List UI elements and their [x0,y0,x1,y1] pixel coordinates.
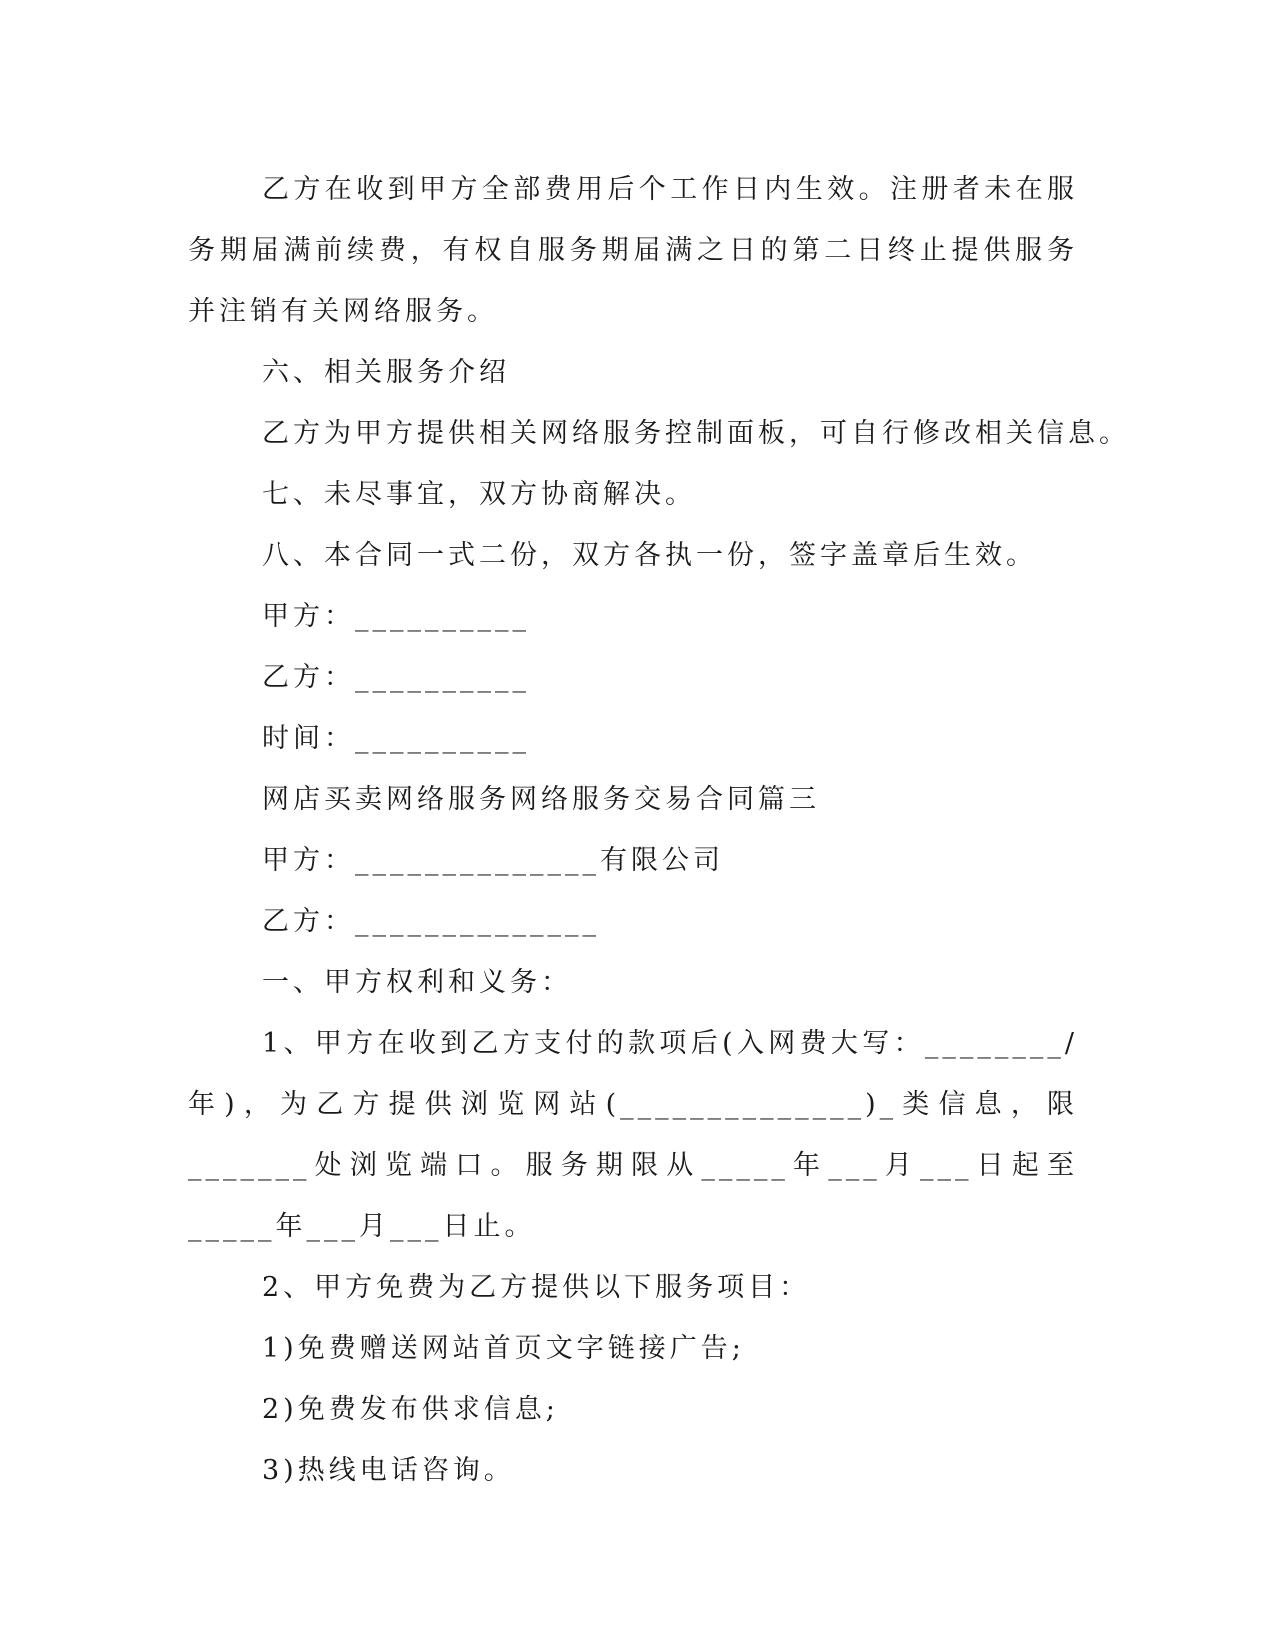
paragraph-control-panel: 乙方为甲方提供相关网络服务控制面板，可自行修改相关信息。 [262,418,1130,449]
list-item-free-supply-demand-info: 2)免费发布供求信息; [262,1394,559,1425]
clause-2-free-services: 2、甲方免费为乙方提供以下服务项目： [262,1272,811,1303]
list-item-hotline-consulting: 3)热线电话咨询。 [262,1455,515,1486]
section-heading-party-a-rights: 一、甲方权利和义务： [262,967,572,998]
contract-title-part-three: 网店买卖网络服务网络服务交易合同篇三 [262,784,820,815]
signature-line-party-b: 乙方：__________ [262,662,530,693]
party-a-company-line: 甲方：______________有限公司 [262,845,724,876]
paragraph-service-effective: 乙方在收到甲方全部费用后个工作日内生效。注册者未在服务期届满前续费，有权自服务期届满之日的第二日终止提供服务并注销有关网络服务。 [188,174,1078,327]
section-heading-unresolved-matters: 七、未尽事宜，双方协商解决。 [262,479,696,510]
section-heading-related-services: 六、相关服务介绍 [262,357,510,388]
signature-line-date: 时间：__________ [262,723,530,754]
section-heading-contract-copies: 八、本合同一式二份，双方各执一份，签字盖章后生效。 [262,540,1037,571]
signature-line-party-a: 甲方：__________ [262,601,530,632]
list-item-free-link-ads: 1)免费赠送网站首页文字链接广告; [262,1333,745,1364]
clause-1-service-terms: 1、甲方在收到乙方支付的款项后(入网费大写：________/年)，为乙方提供浏览网站(______________)_类信息，限_______处浏览端口。服务期限从_____年___月___日起至_____年___月___日止。 [188,1028,1078,1242]
party-b-line: 乙方：______________ [262,906,600,937]
document-body [188,159,1130,1501]
